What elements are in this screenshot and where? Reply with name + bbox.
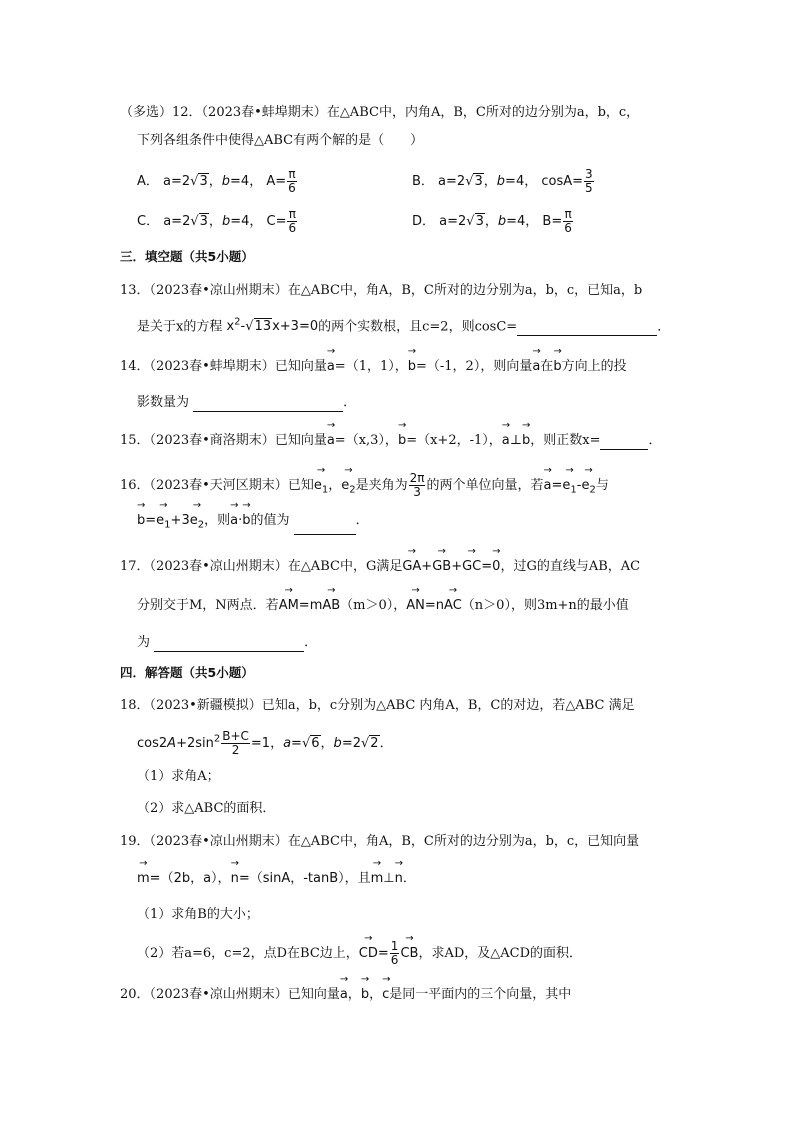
q20-line1: 20．（2023春•凉山州期末）已知向量→ a，→ b，→ c是同一平面内的三个向量，其中	[120, 986, 571, 1004]
q14-line1: 14．（2023春•蚌埠期末）已知向量→ a=（1，1），→ b=（-1，2），则向量→ a在→ b方向上的投	[120, 358, 627, 376]
q17-number: 17．	[120, 559, 150, 574]
q18-number: 18．	[120, 698, 150, 713]
q13-text1: 在△ABC中，角A，B，C所对的边分别为a，b，c，已知a，b	[287, 283, 643, 298]
q12-option-c[interactable]: C． a=2√3，b=4， C= $\frac{\pi}{6}$	[137, 207, 297, 235]
q14-source: （2023春•蚌埠期末）	[149, 359, 275, 374]
vector-b: → b	[553, 358, 561, 376]
q18-part2: （2）求△ABC的面积．	[137, 801, 276, 816]
vector-AM: → AM	[279, 597, 299, 615]
vector-CB: → CB	[400, 945, 418, 963]
q12-stem2: 下列各组条件中使得△ABC有两个解的是（ ）	[137, 133, 424, 148]
q15-answer-blank[interactable]	[600, 435, 648, 450]
q16-number: 16．	[120, 478, 150, 493]
vector-GA: → GA	[402, 558, 421, 576]
vector-m: → m	[137, 870, 150, 888]
q15-line1: 15．（2023春•商洛期末）已知向量→ a=（x,3），→ b=（x+2，-1），→ a⊥→ b，则正数x= ．	[120, 432, 661, 450]
q12-prefix: （多选）12．	[120, 105, 202, 120]
q13-text2b: 的两个实数根，且c=2，则cosC=	[318, 319, 518, 335]
q16-line2: → $b=\to e_1+3\to e_2$，则→ a·→ b的值为 ．	[137, 512, 369, 535]
vector-b: → b	[398, 432, 406, 450]
q16-answer-blank[interactable]	[294, 520, 356, 535]
vector-e1: → $e_1$	[314, 477, 328, 500]
q18-part1: （1）求角A；	[137, 769, 220, 784]
fraction-one-sixth: $\frac{1}{6}$	[390, 939, 399, 967]
q13-source: （2023春•凉山州期末）	[149, 283, 288, 298]
vector-b: → b	[408, 358, 416, 376]
q13-answer-blank[interactable]	[517, 321, 657, 336]
q19-number: 19．	[120, 834, 150, 849]
q17-line3: 为 ．	[137, 635, 318, 650]
vector-a: → a	[230, 512, 238, 530]
q20-number: 20．	[120, 987, 150, 1002]
q12-stem1: 在△ABC中，内角A，B，C所对的边分别为a，b，c，	[326, 105, 640, 120]
vector-n: → n	[231, 870, 239, 888]
vector-e2: → $e_2$	[581, 477, 595, 500]
vector-e2: → $e_2$	[190, 512, 204, 535]
vector-AB: → AB	[322, 597, 340, 615]
q12-source: （2023春•蚌埠期末）	[201, 105, 327, 120]
q13-number: 13．	[120, 283, 150, 298]
vector-n: → n	[395, 870, 403, 888]
vector-e1: → $e_1$	[562, 477, 576, 500]
q19-part1: （1）求角B的大小；	[137, 907, 259, 922]
vector-a: → a	[532, 358, 540, 376]
q12-option-a-label: A．	[137, 174, 159, 189]
q13-equation: $x^2-√13x+3=0$	[222, 317, 319, 335]
q12-option-c-label: C．	[137, 214, 160, 229]
vector-b: → b	[361, 986, 369, 1004]
vector-AC: → AC	[444, 597, 462, 615]
section-3-heading: 三．填空题（共5小题）	[120, 249, 254, 264]
vector-b: → b	[522, 432, 530, 450]
q12-line2	[137, 132, 423, 150]
q12-option-b[interactable]: B． a=2√3，b=4， cosA= $\frac{3}{5}$	[412, 167, 593, 195]
vector-e2: → $e_2$	[341, 477, 355, 500]
q12-option-a[interactable]: A． a=2√3，b=4， A= $\frac{\pi}{6}$	[137, 167, 296, 195]
vector-a: → a	[340, 986, 348, 1004]
q14-answer-blank[interactable]	[193, 397, 343, 412]
vector-c: → c	[382, 986, 389, 1004]
section-4-heading: 四．解答题（共5小题）	[120, 665, 254, 680]
q12-option-d[interactable]: D． a=2√3，b=4， B= $\frac{\pi}{6}$	[412, 207, 572, 235]
q19-part2: （2）若a=6，c=2，点D在BC边上，→ CD= $\frac{1}{6}$ → CB，求AD，及△ACD的面积．	[137, 940, 582, 967]
q18-condition: $\cos 2A+2\sin^2$ $\frac{B+C}{2}$ =1，a=√6，b=2√2．	[137, 729, 393, 757]
q17-source: （2023春•凉山州期末）	[149, 559, 288, 574]
vector-a: → a	[543, 477, 551, 495]
vector-e1: → $e_1$	[156, 512, 170, 535]
q17-line2: 分别交于M，N两点．若→ AM=m→ AB（m＞0），→ AN=n→ AC（n＞0），则3m+n的最小值	[137, 597, 629, 615]
vector-AN: → AN	[406, 597, 425, 615]
q14-line2: 影数量为 ．	[137, 395, 357, 410]
q13-text2a: 是关于x的方程	[137, 319, 223, 335]
q19-source: （2023春•凉山州期末）	[149, 834, 288, 849]
q13-line1	[120, 282, 642, 300]
q18-source: （2023•新疆模拟）	[149, 698, 262, 713]
q12-option-d-label: D．	[412, 214, 436, 229]
vector-a: → a	[327, 358, 335, 376]
q16-line1: 16．（2023春•天河区期末）已知→ $e_1$，→ $e_2$是夹角为 $\frac{2\pi}{3}$ 的两个单位向量，若→ $a=\to e_1-\to e_2$与	[120, 472, 609, 500]
q14-number: 14．	[120, 359, 150, 374]
vector-zero: → 0	[492, 558, 500, 576]
vector-a: → a	[502, 432, 510, 450]
vector-b: → b	[137, 512, 145, 530]
q12-line1	[120, 104, 639, 122]
vector-CD: → CD	[359, 945, 378, 963]
q12-option-b-label: B．	[412, 174, 434, 189]
vector-b: → b	[242, 512, 250, 530]
q19-line1: 19．（2023春•凉山州期末）在△ABC中，角A，B，C所对的边分别为a，b，c，已知向量	[120, 834, 640, 849]
q20-source: （2023春•凉山州期末）	[149, 987, 288, 1002]
q16-source: （2023春•天河区期末）	[149, 478, 288, 493]
q17-line1: 17．（2023春•凉山州期末）在△ABC中，G满足→ GA+→ GB+→ GC=→ 0，过G的直线与AB，AC	[120, 558, 640, 576]
vector-m: → m	[371, 870, 384, 888]
vector-a: → a	[327, 432, 335, 450]
vector-GC: → GC	[462, 558, 481, 576]
angle-fraction: $\frac{2\pi}{3}$	[409, 471, 425, 499]
q17-answer-blank[interactable]	[154, 637, 304, 652]
q19-line2: → m=（2b，a），→ n=（sinA，-tanB），且→ m⊥→ n．	[137, 870, 416, 888]
q15-source: （2023春•商洛期末）	[149, 433, 275, 448]
q18-line1: 18．（2023•新疆模拟）已知a，b，c分别为△ABC 内角A，B，C的对边，若△ABC 满足	[120, 698, 635, 713]
q13-line2: 是关于x的方程 $x^2-√13x+3=0$的两个实数根，且c=2，则cosC= ．	[137, 317, 671, 335]
q15-number: 15．	[120, 433, 150, 448]
vector-GB: → GB	[432, 558, 451, 576]
